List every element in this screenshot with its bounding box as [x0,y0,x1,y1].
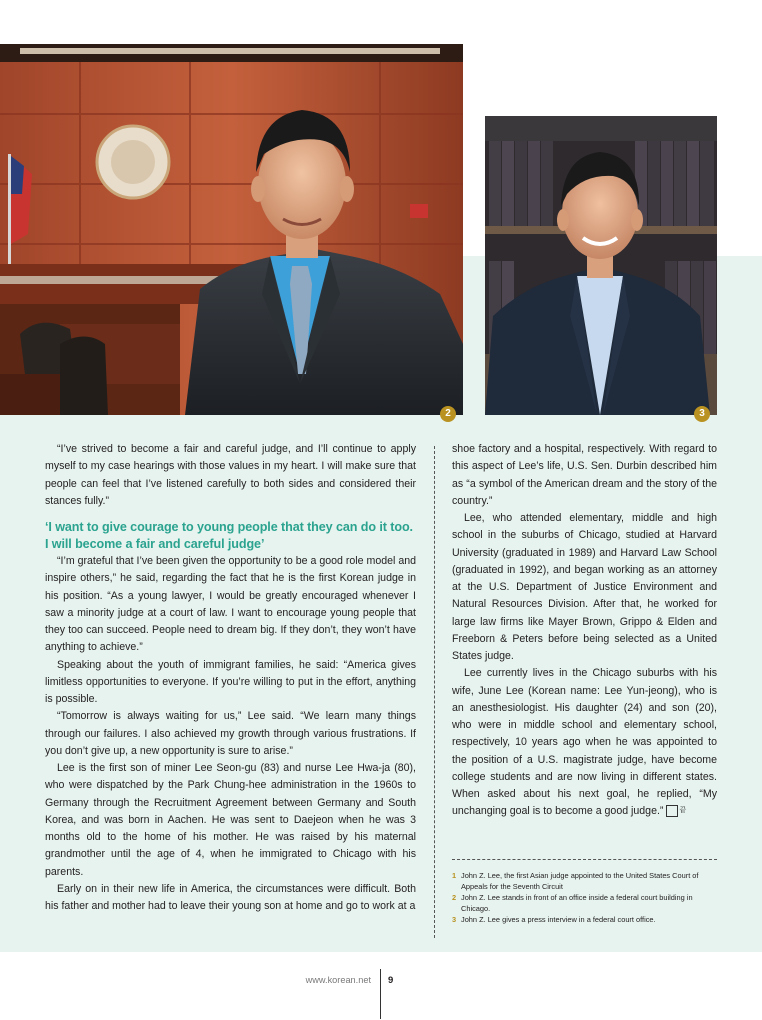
paragraph: “I’m grateful that I’ve been given the opportunity to be a good role model and inspire others,” he said, regarding the fact that he is the first Korean judge in his position. “As a young lawyer, I would be greatly encouraged whenever I saw a minority judge at a court of law. I want to encourage young people that they too can succeed. People need to dream big. If they don’t, they won’t have anything to achieve.” [45,555,416,654]
caption-text: John Z. Lee stands in front of an office inside a federal court building in Chicago. [461,893,693,913]
photo-courtroom-portrait [0,44,463,415]
caption-divider [452,859,717,860]
page-number: 9 [388,975,394,986]
footer-url: www.korean.net [305,975,371,985]
end-mark-icon: 끝 [666,805,678,817]
caption-text: John Z. Lee gives a press interview in a federal court office. [461,915,656,924]
paragraph: Early on in their new life in America, the circumstances were difficult. Both his father and mother had to leave their young son at home and go to work at a [45,882,416,912]
caption-1 [452,871,722,892]
paragraph-final [452,665,717,820]
paragraph-text: Lee currently lives in the Chicago suburbs with his wife, June Lee (Korean name: Lee Yun-jeong), who is an anesthesiologist. His daughter (24) and son (20), who were in middle school and elementary school, respectively, 10 years ago when he was appointed to the position of a U.S. magistrate judge, have become college students and are now living in different states. When asked about his next goal, he replied, “My unchanging goal is to become a good judge.” [452,667,717,818]
caption-text: John Z. Lee, the first Asian judge appointed to the United States Court of Appeals for the Seventh Circuit [461,871,699,891]
caption-2 [452,893,722,914]
photo-3-badge: 3 [694,406,710,422]
section-subhead: ‘I want to give courage to young people that they can do it too. I will become a fair and careful judge’ [45,520,413,551]
article-left-column [45,441,416,915]
paragraph: shoe factory and a hospital, respectively. With regard to this aspect of Lee’s life, U.S. Sen. Durbin described him as “a symbol of the American dream and the story of the country.” [452,443,717,507]
caption-3 [452,915,722,926]
caption-number: 2 [452,893,457,902]
caption-number: 1 [452,871,457,880]
paragraph: “Tomorrow is always waiting for us,” Lee said. “We learn many things through our failures. I also achieved my growth through various frustrations. If you don’t give up, a new opportunity is sure to arise.” [45,710,416,757]
paragraph: Lee is the first son of miner Lee Seon-gu (83) and nurse Lee Hwa-ja (80), who were dispatched by the Park Chung-hee administration in the 1960s to Germany through the Recruitment Agreement between Germany and South Korea, and was born in Aachen. He was sent to Daejeon when he was 3 months old to the home of his mother. He was raised by his maternal grandmother until the age of 4, when he immigrated to Chicago with his parents. [45,762,416,878]
article-right-column [452,441,717,821]
photo-captions [452,871,722,927]
photo-2-badge: 2 [440,406,456,422]
paragraph: Speaking about the youth of immigrant families, he said: “America gives limitless opportunities to everyone. If you’re willing to put in the effort, anything is possible. [45,658,416,705]
paragraph: Lee, who attended elementary, middle and high school in the suburbs of Chicago, studied at Harvard University (graduated in 1989) and Harvard Law School (graduated in 1992), and began working as an attorney at the U.S. Department of Justice Environment and Natural Resources Division. After that, he worked for large law firms like Mayer Brown, Grippo & Elden and Freeborn & Peters before being selected as a United States judge. [452,512,717,662]
caption-number: 3 [452,915,457,924]
footer-divider [380,969,381,1019]
photo-office-portrait [485,116,717,415]
paragraph: “I’ve strived to become a fair and careful judge, and I’ll continue to apply myself to my case hearings with those values in my heart. I will make sure that people can feel that I’ve listened carefully to both sides and considered their stances fully.” [45,443,416,507]
column-divider [434,446,435,938]
